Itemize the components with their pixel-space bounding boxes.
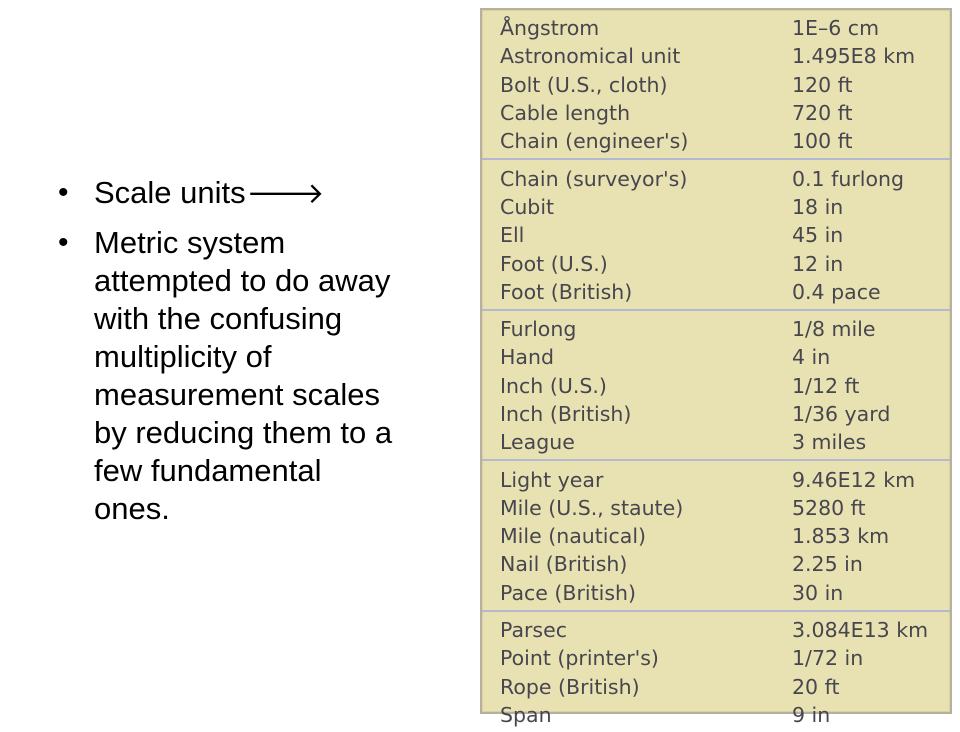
unit-name: Parsec bbox=[500, 618, 567, 643]
unit-value: 0.4 pace bbox=[792, 279, 881, 304]
units-table-group bbox=[482, 612, 950, 732]
unit-value: 0.1 furlong bbox=[792, 166, 904, 191]
bullet-line: measurement scales bbox=[94, 377, 381, 412]
table-row bbox=[482, 193, 950, 221]
unit-value: 30 in bbox=[792, 580, 844, 605]
unit-name: Mile (U.S., staute) bbox=[500, 495, 684, 520]
unit-name: Ell bbox=[500, 223, 525, 248]
unit-value: 18 in bbox=[792, 194, 844, 219]
unit-name: Chain (surveyor's) bbox=[500, 166, 688, 191]
unit-name: Light year bbox=[500, 467, 604, 492]
table-row bbox=[482, 644, 950, 672]
unit-value: 20 ft bbox=[792, 674, 840, 699]
table-row bbox=[482, 278, 950, 306]
table-row bbox=[482, 465, 950, 493]
bullet-text-lines bbox=[94, 225, 392, 526]
table-row bbox=[482, 616, 950, 644]
unit-name: Rope (British) bbox=[500, 674, 640, 699]
table-row bbox=[482, 494, 950, 522]
table-row bbox=[482, 428, 950, 456]
unit-value: 100 ft bbox=[792, 129, 853, 154]
unit-name: Nail (British) bbox=[500, 552, 628, 577]
table-row bbox=[482, 701, 950, 729]
unit-value: 3.084E13 km bbox=[792, 618, 929, 643]
unit-name: Foot (British) bbox=[500, 279, 633, 304]
bullet-list bbox=[52, 174, 452, 539]
unit-value: 720 ft bbox=[792, 101, 853, 126]
table-row bbox=[482, 221, 950, 249]
table-row bbox=[482, 579, 950, 607]
unit-value: 1/12 ft bbox=[792, 373, 860, 398]
units-table bbox=[480, 8, 952, 727]
table-row bbox=[482, 249, 950, 277]
unit-value: 1.495E8 km bbox=[792, 44, 916, 69]
unit-name: League bbox=[500, 430, 575, 455]
bullet-line: attempted to do away bbox=[94, 263, 391, 298]
units-table-group bbox=[482, 461, 950, 611]
unit-value: 1/36 yard bbox=[792, 402, 891, 426]
unit-name: Mile (nautical) bbox=[500, 524, 647, 549]
table-row bbox=[482, 14, 950, 42]
bullet-dot-icon: • bbox=[58, 226, 69, 259]
unit-value: 45 in bbox=[792, 223, 844, 248]
unit-value: 1/8 mile bbox=[792, 317, 876, 342]
bullet-line: by reducing them to a bbox=[94, 415, 393, 450]
unit-name: Ångstrom bbox=[500, 16, 600, 41]
unit-name: Furlong bbox=[500, 317, 577, 342]
table-row bbox=[482, 400, 950, 428]
unit-value: 9.46E12 km bbox=[792, 467, 916, 492]
units-table-group bbox=[482, 160, 950, 310]
unit-name: Inch (U.S.) bbox=[500, 373, 607, 398]
table-row bbox=[482, 673, 950, 701]
unit-value: 2.25 in bbox=[792, 552, 863, 577]
bullet-line: ones. bbox=[94, 491, 170, 526]
unit-value: 3 miles bbox=[792, 430, 867, 455]
unit-value: 120 ft bbox=[792, 72, 853, 97]
units-table-group bbox=[482, 10, 950, 160]
unit-name: Foot (U.S.) bbox=[500, 251, 608, 276]
right-arrow-icon: 🡒 bbox=[246, 178, 325, 210]
unit-name: Chain (engineer's) bbox=[500, 129, 689, 154]
unit-value: 4 in bbox=[792, 345, 831, 370]
bullet-line: with the confusing bbox=[94, 301, 343, 336]
table-row bbox=[482, 164, 950, 192]
unit-name: Hand bbox=[500, 345, 554, 370]
table-row bbox=[482, 99, 950, 127]
bullet-item-metric-system bbox=[52, 224, 452, 528]
unit-name: Pace (British) bbox=[500, 580, 636, 605]
bullet-dot-icon: • bbox=[58, 176, 69, 209]
bullet-line: Metric system bbox=[94, 225, 286, 260]
bullet-text: Scale units bbox=[94, 175, 246, 210]
table-row bbox=[482, 127, 950, 155]
table-row bbox=[482, 550, 950, 578]
unit-name: Inch (British) bbox=[500, 402, 632, 426]
unit-value: 5280 ft bbox=[792, 495, 866, 520]
table-row bbox=[482, 71, 950, 99]
unit-name: Bolt (U.S., cloth) bbox=[500, 72, 668, 97]
bullet-item-scale-units bbox=[52, 174, 452, 213]
unit-name: Astronomical unit bbox=[500, 44, 681, 69]
table-row bbox=[482, 343, 950, 371]
table-row bbox=[482, 522, 950, 550]
unit-name: Point (printer's) bbox=[500, 646, 659, 671]
unit-value: 1/72 in bbox=[792, 646, 864, 671]
unit-name: Cable length bbox=[500, 101, 631, 126]
unit-name: Cubit bbox=[500, 194, 555, 219]
bullet-line: few fundamental bbox=[94, 453, 322, 488]
unit-value: 1E–6 cm bbox=[792, 16, 880, 41]
table-row bbox=[482, 315, 950, 343]
unit-value: 12 in bbox=[792, 251, 844, 276]
unit-name: Span bbox=[500, 702, 552, 727]
unit-value: 1.853 km bbox=[792, 524, 890, 549]
table-row bbox=[482, 42, 950, 70]
unit-value: 9 in bbox=[792, 702, 831, 727]
units-table-group bbox=[482, 311, 950, 461]
bullet-line: multiplicity of bbox=[94, 339, 272, 374]
table-row bbox=[482, 372, 950, 400]
